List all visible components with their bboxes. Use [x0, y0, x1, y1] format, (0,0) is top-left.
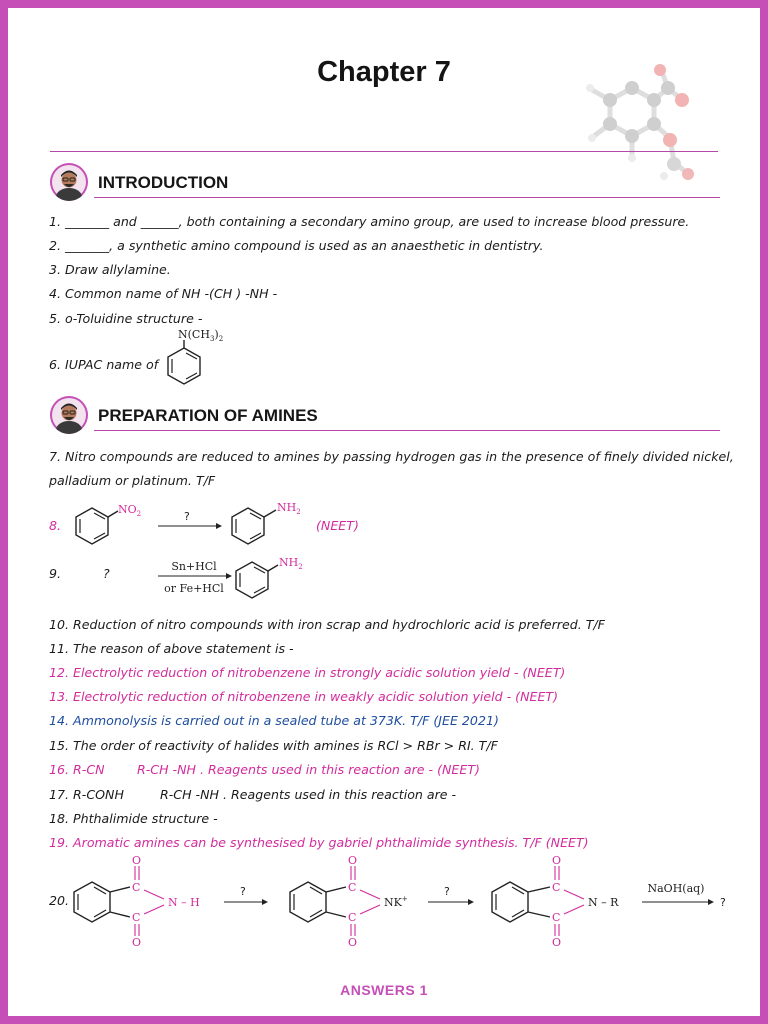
question-3: 3. Draw allylamine. — [49, 262, 171, 277]
question-10: 10. Reduction of nitro compounds with iron scrap and hydrochloric acid is preferred. T/F — [49, 617, 605, 632]
question-13: 13. Electrolytic reduction of nitrobenzene in weakly acidic solution yield - (NEET) — [49, 689, 559, 704]
question-11: 11. The reason of above statement is - — [49, 641, 294, 656]
naoh-reagent-label: NaOH(aq) — [647, 882, 705, 895]
svg-text:O: O — [552, 936, 562, 949]
svg-text:?: ? — [240, 885, 246, 898]
svg-text:C: C — [552, 911, 561, 924]
section-underline — [94, 430, 720, 431]
potassium-phthalimide-structure — [290, 854, 408, 949]
svg-text:C: C — [132, 881, 141, 894]
q6-substituent-label: N(CH — [178, 328, 210, 341]
author-avatar — [50, 396, 88, 434]
section-rule-top — [50, 151, 718, 152]
question-12: 12. Electrolytic reduction of nitrobenzene in strongly acidic solution yield - (NEET) — [49, 665, 566, 680]
author-avatar — [50, 163, 88, 201]
question-1: 1. _______ and ______, both containing a secondary amino group, are used to increase blood pressure. — [49, 214, 690, 229]
question-15: 15. The order of reactivity of halides with amines is RCl > RBr > RI. T/F — [49, 738, 498, 753]
section-title: INTRODUCTION — [98, 173, 229, 192]
question-16-left: 16. R-CN — [49, 762, 105, 777]
svg-text:C: C — [348, 881, 357, 894]
q9-reaction — [156, 552, 316, 606]
nh-label: N – H — [168, 896, 200, 909]
q8-nitro-label: NO — [118, 503, 137, 516]
svg-text:O: O — [132, 936, 142, 949]
question-17-right: R-CH -NH . Reagents used in this reaction are - — [160, 787, 457, 802]
question-19: 19. Aromatic amines can be synthesised by gabriel phthalimide synthesis. T/F (NEET) — [49, 835, 589, 850]
section-header-introduction — [50, 163, 720, 203]
svg-text:C: C — [552, 881, 561, 894]
svg-text:C: C — [132, 911, 141, 924]
question-8-number: 8. — [49, 518, 62, 533]
svg-text:O: O — [348, 854, 358, 867]
question-20-number: 20. — [49, 893, 70, 908]
q20-gabriel-reaction — [66, 852, 736, 950]
section-underline — [94, 197, 720, 198]
q6-dimethylaniline-structure — [160, 326, 270, 392]
question-9-unknown: ? — [103, 566, 110, 581]
question-18: 18. Phthalimide structure - — [49, 811, 218, 826]
final-product-unknown: ? — [720, 896, 726, 909]
q9-reagent-bottom: or Fe+HCl — [164, 582, 224, 595]
section-title: PREPARATION OF AMINES — [98, 406, 318, 425]
svg-text:?: ? — [444, 885, 450, 898]
page-title: Chapter 7 — [317, 56, 451, 88]
question-8-tag: (NEET) — [316, 518, 359, 533]
question-9-number: 9. — [49, 566, 62, 581]
svg-text:NK+: NK+ — [384, 895, 408, 909]
n-alkylphthalimide-structure — [492, 854, 619, 949]
q9-amine-label: NH — [279, 556, 299, 569]
nk-label: NK — [384, 896, 402, 909]
nr-label: N – R — [588, 896, 619, 909]
question-2: 2. _______, a synthetic amino compound is used as an anaesthetic in dentistry. — [49, 238, 544, 253]
page-footer: ANSWERS 1 — [340, 982, 428, 998]
question-6: 6. IUPAC name of — [49, 357, 159, 372]
svg-text:O: O — [348, 936, 358, 949]
svg-text:O: O — [132, 854, 142, 867]
svg-text:NO2: $NO_2$ — [118, 503, 142, 518]
question-14: 14. Ammonolysis is carried out in a sealed tube at 373K. T/F (JEE 2021) — [49, 713, 499, 728]
question-5: 5. o-Toluidine structure - — [49, 311, 203, 326]
phthalimide-structure — [74, 854, 200, 949]
svg-text:N(CH3)2: $N(CH_3)_2$ — [178, 328, 224, 343]
q8-arrow-label: ? — [184, 510, 190, 523]
svg-text:C: C — [348, 911, 357, 924]
svg-text:NH2: $NH_2$ — [279, 556, 303, 571]
q8-amine-label: NH — [277, 501, 297, 514]
section-header-preparation — [50, 396, 720, 436]
question-16-right: R-CH -NH . Reagents used in this reaction are - (NEET) — [137, 762, 480, 777]
svg-text:NH2: $NH_2$ — [277, 501, 301, 516]
q9-reagent-top: Sn+HCl — [171, 560, 217, 573]
question-7-line-2: palladium or platinum. T/F — [49, 473, 216, 488]
question-4: 4. Common name of NH -(CH ) -NH - — [49, 286, 278, 301]
svg-text:O: O — [552, 854, 562, 867]
question-7-line-1: 7. Nitro compounds are reduced to amines by passing hydrogen gas in the presence of finely divided nickel, — [49, 449, 734, 464]
question-17-left: 17. R-CONH — [49, 787, 124, 802]
